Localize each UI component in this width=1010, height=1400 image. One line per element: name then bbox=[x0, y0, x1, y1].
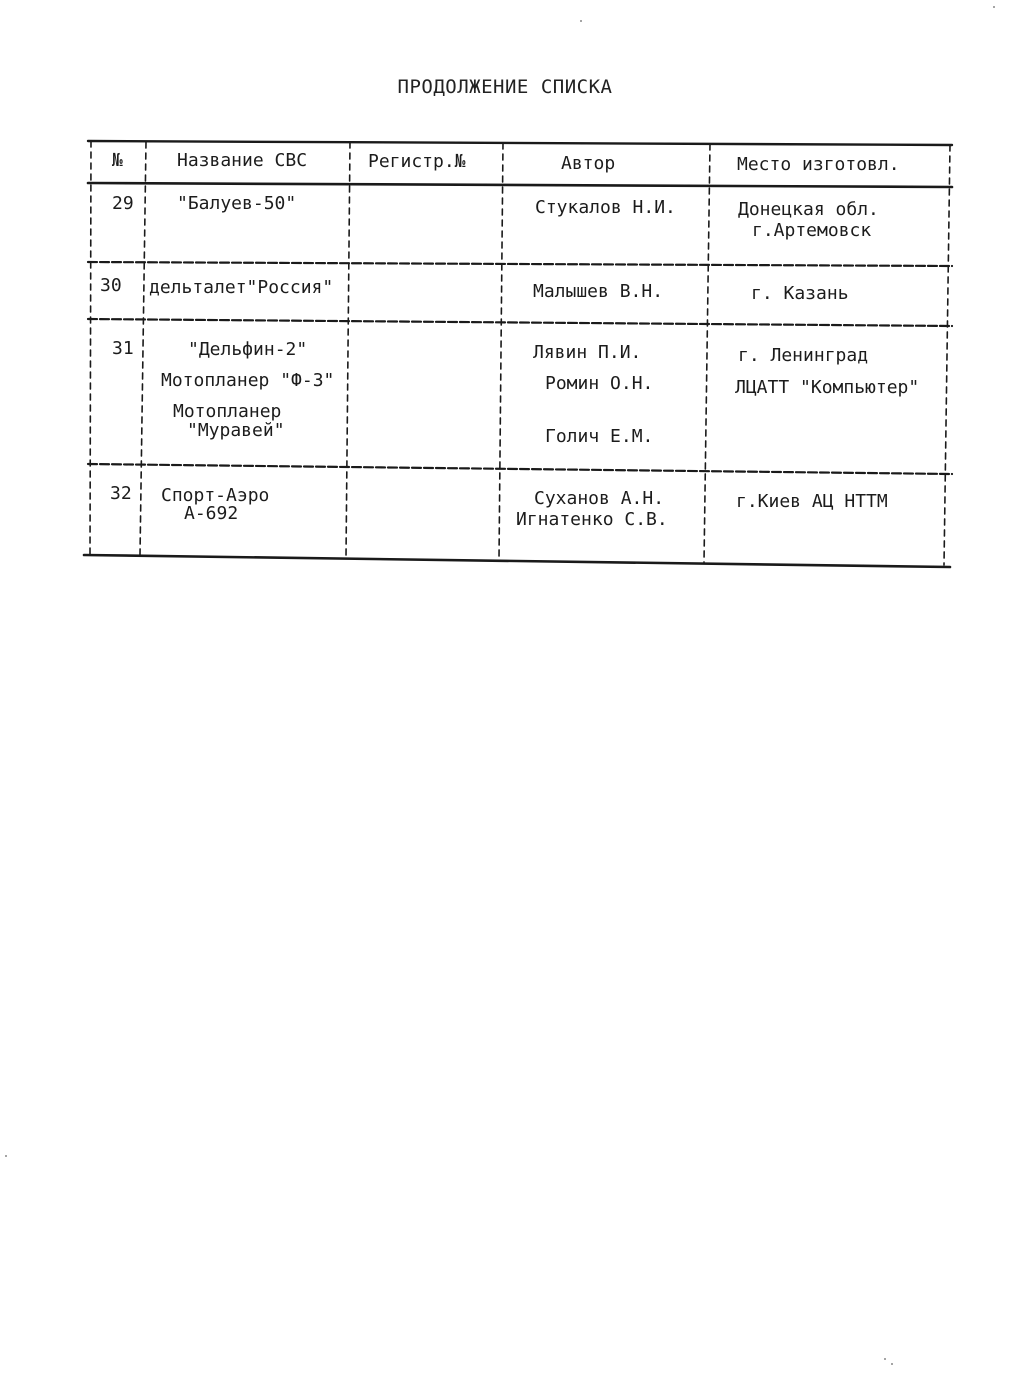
paper-speck bbox=[884, 1358, 886, 1360]
row-32-name-line1: Спорт-Аэро bbox=[161, 485, 270, 506]
row-29-num: 29 bbox=[112, 193, 134, 214]
page-title: ПРОДОЛЖЕНИЕ СПИСКА bbox=[397, 76, 613, 98]
row-29-name: "Балуев-50" bbox=[177, 193, 297, 214]
row-31-place-line2: ЛЦАТТ "Компьютер" bbox=[735, 377, 920, 398]
paper-speck bbox=[580, 20, 582, 22]
row-29-place-line2: г.Артемовск bbox=[752, 220, 872, 241]
row-31-num: 31 bbox=[112, 338, 134, 359]
row-31-place-line1: г. Ленинград bbox=[738, 345, 869, 366]
paper-speck bbox=[993, 6, 995, 8]
row-32-name-line2: А-692 bbox=[184, 503, 239, 524]
header-place: Место изготовл. bbox=[737, 154, 900, 175]
paper-speck bbox=[891, 1363, 893, 1365]
header-author: Автор bbox=[561, 153, 616, 174]
row-29-author: Стукалов Н.И. bbox=[535, 197, 676, 218]
row-31-name-line2: Мотопланер "Ф-3" bbox=[161, 370, 335, 391]
row-32-author-line2: Игнатенко С.В. bbox=[516, 509, 668, 530]
row-29-place-line1: Донецкая обл. bbox=[738, 199, 879, 220]
row-31-name-line1: "Дельфин-2" bbox=[188, 339, 308, 360]
row-32-author-line1: Суханов А.Н. bbox=[534, 488, 665, 509]
header-reg: Регистр.№ bbox=[368, 151, 466, 172]
row-30-author: Малышев В.Н. bbox=[533, 281, 664, 302]
header-num: № bbox=[112, 150, 123, 171]
row-31-author-line1: Лявин П.И. bbox=[533, 342, 642, 363]
row-32-place: г.Киев АЦ НТТМ bbox=[736, 491, 888, 512]
row-30-place: г. Казань bbox=[751, 283, 849, 304]
row-30-name: дельталет"Россия" bbox=[149, 277, 334, 298]
row-31-author-line3: Голич Е.М. bbox=[545, 426, 654, 447]
row-32-num: 32 bbox=[110, 483, 132, 504]
row-31-name-line3: Мотопланер bbox=[173, 401, 282, 422]
row-31-name-line4: "Муравей" bbox=[187, 420, 285, 441]
paper-speck bbox=[5, 1155, 7, 1157]
row-31-author-line2: Ромин О.Н. bbox=[545, 373, 654, 394]
header-name: Название СВС bbox=[177, 150, 308, 171]
row-30-num: 30 bbox=[100, 275, 122, 296]
